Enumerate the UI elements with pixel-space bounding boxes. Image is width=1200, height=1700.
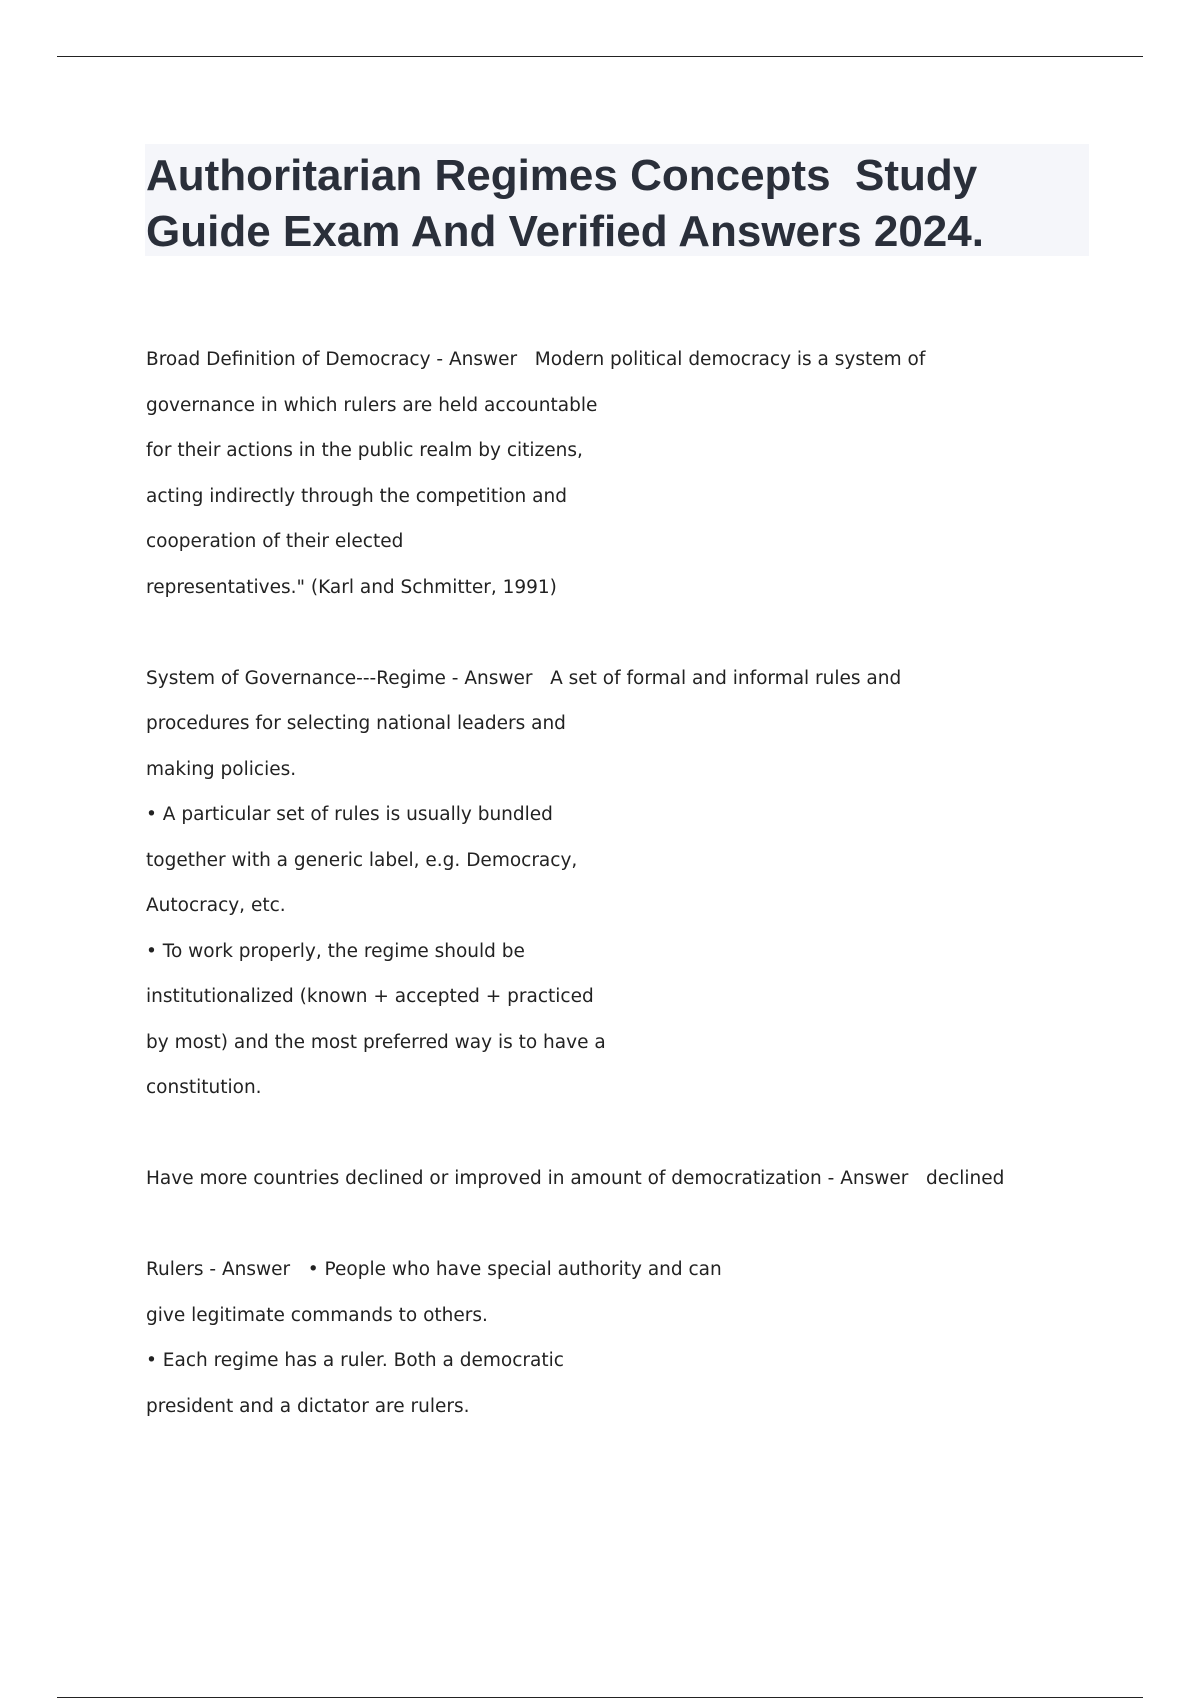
entry-2-line-10: constitution. [146, 1077, 262, 1098]
entry-4-line-3: • Each regime has a ruler. Both a democratic [146, 1350, 564, 1371]
entry-1-line-5: cooperation of their elected [146, 531, 404, 552]
bottom-rule [57, 1697, 1143, 1698]
entry-2-line-3: making policies. [146, 759, 297, 780]
top-rule [57, 56, 1143, 57]
entry-1-line-1: Broad Definition of Democracy - Answer Modern political democracy is a system of [146, 349, 926, 370]
entry-2-line-5: together with a generic label, e.g. Democracy, [146, 850, 578, 871]
entry-1-line-3: for their actions in the public realm by citizens, [146, 440, 583, 461]
entry-4-line-2: give legitimate commands to others. [146, 1305, 488, 1326]
entry-2-line-4: • A particular set of rules is usually bundled [146, 804, 553, 825]
entry-3-line-1: Have more countries declined or improved in amount of democratization - Answer declined [146, 1168, 1005, 1189]
entry-4-line-1: Rulers - Answer • People who have special authority and can [146, 1259, 722, 1280]
entry-1-line-2: governance in which rulers are held accountable [146, 395, 598, 416]
entry-2-line-7: • To work properly, the regime should be [146, 941, 525, 962]
entry-1-line-4: acting indirectly through the competition and [146, 486, 567, 507]
entry-2-line-6: Autocracy, etc. [146, 895, 286, 916]
entry-2-line-2: procedures for selecting national leaders and [146, 713, 566, 734]
entry-4-line-4: president and a dictator are rulers. [146, 1396, 470, 1417]
entry-2-line-9: by most) and the most preferred way is to have a [146, 1032, 606, 1053]
document-title: Authoritarian Regimes Concepts Study Guide Exam And Verified Answers 2024. [146, 151, 984, 256]
entry-2-line-1: System of Governance---Regime - Answer A set of formal and informal rules and [146, 668, 902, 689]
entry-2-line-8: institutionalized (known + accepted + practiced [146, 986, 594, 1007]
entry-1-line-6: representatives." (Karl and Schmitter, 1991) [146, 577, 557, 598]
